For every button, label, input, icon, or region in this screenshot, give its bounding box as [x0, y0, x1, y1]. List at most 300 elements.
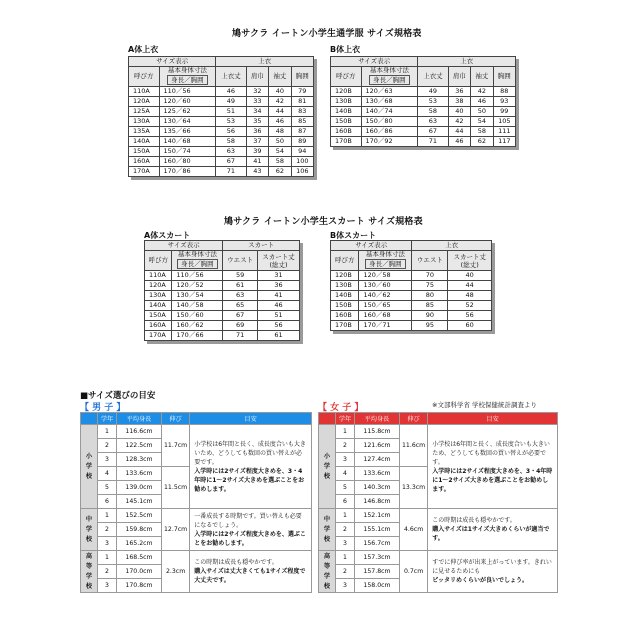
measure-cell: 100	[291, 157, 313, 167]
size-code-cell: 140A	[145, 301, 172, 311]
height-cell: 170.0cm	[117, 565, 162, 579]
grade-cell: 3	[98, 453, 117, 467]
jacket-a-label: A体上衣	[128, 45, 159, 54]
size-row	[331, 291, 492, 301]
guide-note	[190, 509, 312, 551]
size-code-cell: 150B	[331, 117, 362, 127]
skirt-length-header	[258, 251, 300, 271]
measure-cell: 58	[471, 127, 493, 137]
body-size-cell: 135／66	[159, 127, 216, 137]
measure-cell: 90	[412, 311, 448, 321]
measure-cell: 36	[246, 127, 268, 137]
measure-cell: 67	[223, 311, 258, 321]
size-code-cell: 125A	[129, 107, 160, 117]
basic-dimension-header	[361, 67, 418, 87]
size-row	[145, 301, 300, 311]
size-code-cell: 160B	[331, 311, 359, 321]
growth-cell: 0.7cm	[400, 551, 428, 593]
body-size-cell: 160／62	[172, 321, 223, 331]
size-code-cell: 170B	[331, 321, 359, 331]
col-header: 胸囲	[291, 67, 313, 87]
guide-note-emphasis: 入学時には2サイズ程度大きめを、選ぶことをお勧めします。	[194, 530, 306, 547]
size-row	[129, 107, 314, 117]
height-cell: 133.6cm	[355, 467, 400, 481]
basic-dimension-label: 基本身体寸法	[365, 250, 405, 258]
height-cell: 116.6cm	[117, 425, 162, 439]
growth-cell: 4.6cm	[400, 509, 428, 551]
size-display-header: サイズ表示	[145, 241, 223, 251]
measure-cell: 61	[223, 281, 258, 291]
size-row	[129, 157, 314, 167]
body-size-cell: 160／80	[159, 157, 216, 167]
measure-cell: 85	[412, 301, 448, 311]
measure-cell: 31	[258, 271, 300, 281]
measure-cell: 69	[223, 321, 258, 331]
size-row	[331, 271, 492, 281]
skirt-length-header	[448, 251, 492, 271]
height-cell: 146.8cm	[355, 495, 400, 509]
measure-cell: 50	[269, 137, 291, 147]
height-cell: 133.6cm	[117, 467, 162, 481]
measure-cell: 62	[471, 137, 493, 147]
measure-cell: 53	[216, 117, 247, 127]
height-cell: 115.8cm	[355, 425, 400, 439]
measure-cell: 44	[448, 127, 470, 137]
guide-note-text: この時期は成長も穏やかです。	[194, 559, 278, 566]
size-row	[331, 117, 516, 127]
guide-note-text: すでに伸び率が出来上がっています。きれいに見せるためにも	[432, 559, 552, 575]
measure-cell: 40	[448, 107, 470, 117]
measure-cell: 60	[448, 321, 492, 331]
measure-cell: 51	[216, 107, 247, 117]
growth-cell: 12.7cm	[162, 509, 190, 551]
jacket-b-body	[331, 87, 516, 147]
measure-cell: 111	[493, 127, 515, 137]
measure-cell: 105	[493, 117, 515, 127]
size-row	[145, 271, 300, 281]
measure-cell: 38	[448, 97, 470, 107]
measure-cell: 46	[258, 301, 300, 311]
height-cell: 156.7cm	[355, 537, 400, 551]
measure-cell: 40	[269, 87, 291, 97]
girls-guide-table	[318, 412, 558, 593]
jacket-b-label: B体上衣	[330, 45, 361, 54]
boys-guide-table	[80, 412, 312, 593]
measure-cell: 44	[448, 281, 492, 291]
size-row	[331, 281, 492, 291]
measure-cell: 42	[471, 87, 493, 97]
measure-cell: 83	[291, 107, 313, 117]
top-header: 上衣	[418, 57, 516, 67]
size-code-cell: 110A	[129, 87, 160, 97]
growth-cell: 11.7cm	[162, 425, 190, 467]
body-size-cell: 110／56	[159, 87, 216, 97]
measure-cell: 34	[246, 107, 268, 117]
measure-cell: 46	[448, 137, 470, 147]
size-code-cell: 140B	[331, 107, 362, 117]
measure-cell: 41	[246, 157, 268, 167]
guide-note	[428, 551, 558, 593]
body-size-cell: 170／92	[361, 137, 418, 147]
measure-cell: 70	[412, 271, 448, 281]
skirt-length-sub: (総丈)	[269, 260, 288, 269]
grade-cell: 3	[98, 579, 117, 593]
grade-cell: 1	[98, 509, 117, 523]
measure-cell: 79	[291, 87, 313, 97]
size-row	[331, 311, 492, 321]
measure-cell: 54	[269, 147, 291, 157]
grade-cell: 5	[98, 481, 117, 495]
measure-cell: 40	[448, 271, 492, 281]
measure-cell: 49	[418, 87, 449, 97]
size-code-cell: 120B	[331, 87, 362, 97]
grade-cell: 1	[336, 551, 355, 565]
height-cell: 122.5cm	[117, 439, 162, 453]
guide-heading: ■サイズ選びの目安	[80, 391, 156, 401]
name-header: 呼び方	[129, 67, 160, 87]
measure-cell: 48	[448, 291, 492, 301]
size-row	[145, 311, 300, 321]
basic-dimension-label: 基本身体寸法	[369, 66, 409, 74]
measure-cell: 46	[269, 117, 291, 127]
growth-cell: 11.6cm	[400, 425, 428, 467]
guide-note-emphasis: 入学時には2サイズ程度大きめを、3・4年時に1〜2サイズ大きめを選ぶことをお勧めします。	[432, 467, 553, 493]
col-header: 袖丈	[471, 67, 493, 87]
measure-cell: 99	[493, 107, 515, 117]
stage-junior-high: 中学校	[319, 509, 336, 551]
measure-cell: 53	[418, 97, 449, 107]
guide-header: 目安	[428, 413, 558, 425]
basic-dimension-label: 基本身体寸法	[177, 250, 217, 258]
name-header: 呼び方	[145, 251, 172, 271]
guide-note-emphasis: 購入サイズは1サイズ大きめくらいが適当です。	[432, 526, 550, 542]
size-row	[331, 97, 516, 107]
body-size-cell: 170／66	[172, 331, 223, 341]
measure-cell: 67	[216, 157, 247, 167]
size-code-cell: 130A	[129, 117, 160, 127]
skirt-header: スカート	[223, 241, 300, 251]
measure-cell: 63	[418, 117, 449, 127]
measure-cell: 80	[412, 291, 448, 301]
grade-cell: 6	[98, 495, 117, 509]
guide-note-text: 一番成長する時期です。買い替えも必要になるでしょう。	[194, 512, 302, 529]
size-row	[129, 117, 314, 127]
stage-elementary: 小学校	[319, 425, 336, 509]
col-header: 上衣丈	[216, 67, 247, 87]
col-header: 肩巾	[246, 67, 268, 87]
height-cell: 158.0cm	[355, 579, 400, 593]
grade-cell: 2	[98, 439, 117, 453]
measure-cell: 36	[448, 87, 470, 97]
measure-cell: 63	[223, 291, 258, 301]
growth-cell: 13.3cm	[400, 467, 428, 509]
size-display-header: サイズ表示	[331, 241, 412, 251]
guide-note-emphasis: ピッタリめくらいが良いでしょう。	[432, 577, 528, 584]
size-row	[331, 301, 492, 311]
body-size-cell: 150／80	[361, 117, 418, 127]
measure-cell: 88	[493, 87, 515, 97]
size-code-cell: 150A	[145, 311, 172, 321]
growth-cell: 2.3cm	[162, 551, 190, 593]
measure-cell: 49	[216, 97, 247, 107]
waist-header: ウエスト	[223, 251, 258, 271]
size-row	[129, 87, 314, 97]
measure-cell: 50	[471, 107, 493, 117]
grade-cell: 2	[336, 523, 355, 537]
size-row	[145, 281, 300, 291]
jacket-a-table	[128, 56, 314, 177]
height-chest-label: 身長／胸囲	[369, 75, 410, 85]
body-size-cell: 170／71	[359, 321, 412, 331]
height-chest-label: 身長／胸囲	[177, 259, 218, 269]
grade-cell: 3	[336, 579, 355, 593]
measure-cell: 44	[269, 107, 291, 117]
height-cell: 155.1cm	[355, 523, 400, 537]
avg-height-header: 平均身長	[355, 413, 400, 425]
measure-cell: 48	[269, 127, 291, 137]
guide-note	[428, 425, 558, 509]
size-code-cell: 135A	[129, 127, 160, 137]
size-code-cell: 160A	[145, 321, 172, 331]
stage-header	[319, 413, 336, 425]
growth-header: 伸び	[162, 413, 190, 425]
girls-label: 【 女 子 】	[318, 403, 364, 413]
jacket-chart-title: 鳩サクラ イートン小学生通学服 サイズ規格表	[232, 29, 422, 39]
grade-cell: 4	[336, 467, 355, 481]
body-size-cell: 140／58	[172, 301, 223, 311]
grade-cell: 2	[336, 439, 355, 453]
height-cell: 170.8cm	[117, 579, 162, 593]
measure-cell: 36	[258, 281, 300, 291]
guide-note-emphasis: 購入サイズは丈大きくても1サイズ程度で大丈夫です。	[194, 568, 306, 584]
body-size-cell: 150／60	[172, 311, 223, 321]
measure-cell: 93	[493, 97, 515, 107]
measure-cell: 94	[291, 147, 313, 157]
grade-cell: 3	[98, 537, 117, 551]
grade-cell: 2	[98, 565, 117, 579]
height-chest-label: 身長／胸囲	[167, 75, 208, 85]
body-size-cell: 150／65	[359, 301, 412, 311]
size-row	[331, 137, 516, 147]
measure-cell: 58	[269, 157, 291, 167]
growth-cell: 11.5cm	[162, 467, 190, 509]
stage-elementary: 小学校	[81, 425, 98, 509]
measure-cell: 46	[471, 97, 493, 107]
body-size-cell: 140／74	[361, 107, 418, 117]
measure-cell: 85	[291, 117, 313, 127]
measure-cell: 81	[291, 97, 313, 107]
size-code-cell: 140A	[129, 137, 160, 147]
measure-cell: 63	[216, 147, 247, 157]
size-row	[129, 167, 314, 177]
body-size-cell: 130／54	[172, 291, 223, 301]
size-code-cell: 120A	[129, 97, 160, 107]
grade-cell: 2	[336, 565, 355, 579]
size-code-cell: 130A	[145, 291, 172, 301]
skirt-b-label: B体スカート	[330, 231, 377, 240]
avg-height-header: 平均身長	[117, 413, 162, 425]
height-cell: 157.3cm	[355, 551, 400, 565]
size-row	[145, 291, 300, 301]
measure-cell: 71	[418, 137, 449, 147]
measure-cell: 43	[246, 167, 268, 177]
col-header: 袖丈	[269, 67, 291, 87]
size-code-cell: 110A	[145, 271, 172, 281]
boys-label: 【 男 子 】	[80, 403, 126, 413]
size-code-cell: 170B	[331, 137, 362, 147]
grade-cell: 1	[336, 425, 355, 439]
height-cell: 128.3cm	[117, 453, 162, 467]
measure-cell: 56	[258, 321, 300, 331]
guide-note-text: 小学校は6年間と長く、成長度合いも大きいため、どうしても数回の買い替えが必要です。	[194, 440, 306, 466]
height-cell: 168.5cm	[117, 551, 162, 565]
measure-cell: 58	[418, 107, 449, 117]
body-size-cell: 120／58	[359, 271, 412, 281]
guide-note	[190, 425, 312, 509]
measure-cell: 33	[246, 97, 268, 107]
grade-header: 学年	[98, 413, 117, 425]
height-cell: 152.1cm	[355, 509, 400, 523]
body-size-cell: 110／56	[172, 271, 223, 281]
size-row	[129, 147, 314, 157]
measure-cell: 87	[291, 127, 313, 137]
top-header: 上衣	[216, 57, 314, 67]
grade-cell: 3	[336, 453, 355, 467]
col-header: 肩巾	[448, 67, 470, 87]
basic-dimension-header	[172, 251, 223, 271]
size-code-cell: 160A	[129, 157, 160, 167]
body-size-cell: 140／62	[359, 291, 412, 301]
skirt-a-table	[144, 240, 300, 341]
measure-cell: 106	[291, 167, 313, 177]
body-size-cell: 160／68	[359, 311, 412, 321]
waist-header: ウエスト	[412, 251, 448, 271]
size-row	[331, 127, 516, 137]
measure-cell: 32	[246, 87, 268, 97]
skirt-b-table	[330, 240, 492, 331]
height-cell: 139.0cm	[117, 481, 162, 495]
col-header: 上衣丈	[418, 67, 449, 87]
measure-cell: 51	[258, 311, 300, 321]
guide-note	[190, 551, 312, 593]
measure-cell: 41	[258, 291, 300, 301]
measure-cell: 59	[223, 271, 258, 281]
grade-header: 学年	[336, 413, 355, 425]
size-display-header: サイズ表示	[129, 57, 216, 67]
body-size-cell: 140／68	[159, 137, 216, 147]
skirt-length-label: スカート丈	[453, 252, 486, 261]
size-row	[145, 321, 300, 331]
growth-header: 伸び	[400, 413, 428, 425]
measure-cell: 65	[223, 301, 258, 311]
measure-cell: 62	[269, 167, 291, 177]
measure-cell: 117	[493, 137, 515, 147]
measure-cell: 67	[418, 127, 449, 137]
measure-cell: 46	[216, 87, 247, 97]
guide-note-text: この時期は成長も穏やかです。	[432, 517, 516, 524]
guide-note-text: 小学校は6年間と長く、成長度合いも大きいため、どうしても数回の買い替えが必要です。	[432, 440, 550, 466]
measure-cell: 56	[448, 311, 492, 321]
stage-header	[81, 413, 98, 425]
body-size-cell: 120／60	[159, 97, 216, 107]
height-cell: 165.2cm	[117, 537, 162, 551]
size-row	[331, 321, 492, 331]
measure-cell: 54	[471, 117, 493, 127]
measure-cell: 35	[246, 117, 268, 127]
skirt-b-body	[331, 271, 492, 331]
guide-header: 目安	[190, 413, 312, 425]
skirt-length-label: スカート丈	[262, 252, 295, 261]
grade-cell: 6	[336, 495, 355, 509]
size-row	[145, 331, 300, 341]
body-size-cell: 120／63	[361, 87, 418, 97]
body-size-cell: 130／60	[359, 281, 412, 291]
grade-cell: 5	[336, 481, 355, 495]
body-size-cell: 125／62	[159, 107, 216, 117]
size-row	[129, 97, 314, 107]
skirt-a-label: A体スカート	[144, 231, 191, 240]
skirt-length-sub: (総丈)	[460, 260, 479, 269]
size-code-cell: 140B	[331, 291, 359, 301]
measure-cell: 89	[291, 137, 313, 147]
height-chest-label: 身長／胸囲	[365, 259, 406, 269]
measure-cell: 95	[412, 321, 448, 331]
size-code-cell: 170A	[129, 167, 160, 177]
basic-dimension-label: 基本身体寸法	[167, 66, 207, 74]
stage-high-school: 高等学校	[319, 551, 336, 593]
height-cell: 121.6cm	[355, 439, 400, 453]
body-size-cell: 130／64	[159, 117, 216, 127]
basic-dimension-header	[359, 251, 412, 271]
height-cell: 157.8cm	[355, 565, 400, 579]
height-cell: 152.5cm	[117, 509, 162, 523]
size-code-cell: 130B	[331, 281, 359, 291]
guide-note-emphasis: 入学時には2サイズ程度大きめを、3・4年時に1〜2サイズ大きめを選ぶことをお勧めします。	[194, 467, 305, 493]
body-size-cell: 150／74	[159, 147, 216, 157]
jacket-b-table	[330, 56, 516, 147]
stage-high-school: 高等学校	[81, 551, 98, 593]
measure-cell: 39	[246, 147, 268, 157]
measure-cell: 71	[223, 331, 258, 341]
measure-cell: 58	[216, 137, 247, 147]
size-code-cell: 150A	[129, 147, 160, 157]
size-display-header: サイズ表示	[331, 57, 418, 67]
size-code-cell: 150B	[331, 301, 359, 311]
col-header: 胸囲	[493, 67, 515, 87]
measure-cell: 52	[448, 301, 492, 311]
grade-cell: 3	[336, 537, 355, 551]
grade-cell: 4	[98, 467, 117, 481]
size-code-cell: 120A	[145, 281, 172, 291]
source-note: ※文部科学省 学校保健統計調査より	[432, 401, 538, 409]
size-code-cell: 120B	[331, 271, 359, 281]
measure-cell: 42	[269, 97, 291, 107]
size-code-cell: 130B	[331, 97, 362, 107]
grade-cell: 1	[336, 509, 355, 523]
grade-cell: 1	[98, 425, 117, 439]
guide-note	[428, 509, 558, 551]
size-row	[331, 107, 516, 117]
size-code-cell: 170A	[145, 331, 172, 341]
grade-cell: 2	[98, 523, 117, 537]
stage-junior-high: 中学校	[81, 509, 98, 551]
height-cell: 159.8cm	[117, 523, 162, 537]
measure-cell: 42	[448, 117, 470, 127]
size-row	[129, 127, 314, 137]
measure-cell: 71	[216, 167, 247, 177]
height-cell: 145.1cm	[117, 495, 162, 509]
height-cell: 127.4cm	[355, 453, 400, 467]
